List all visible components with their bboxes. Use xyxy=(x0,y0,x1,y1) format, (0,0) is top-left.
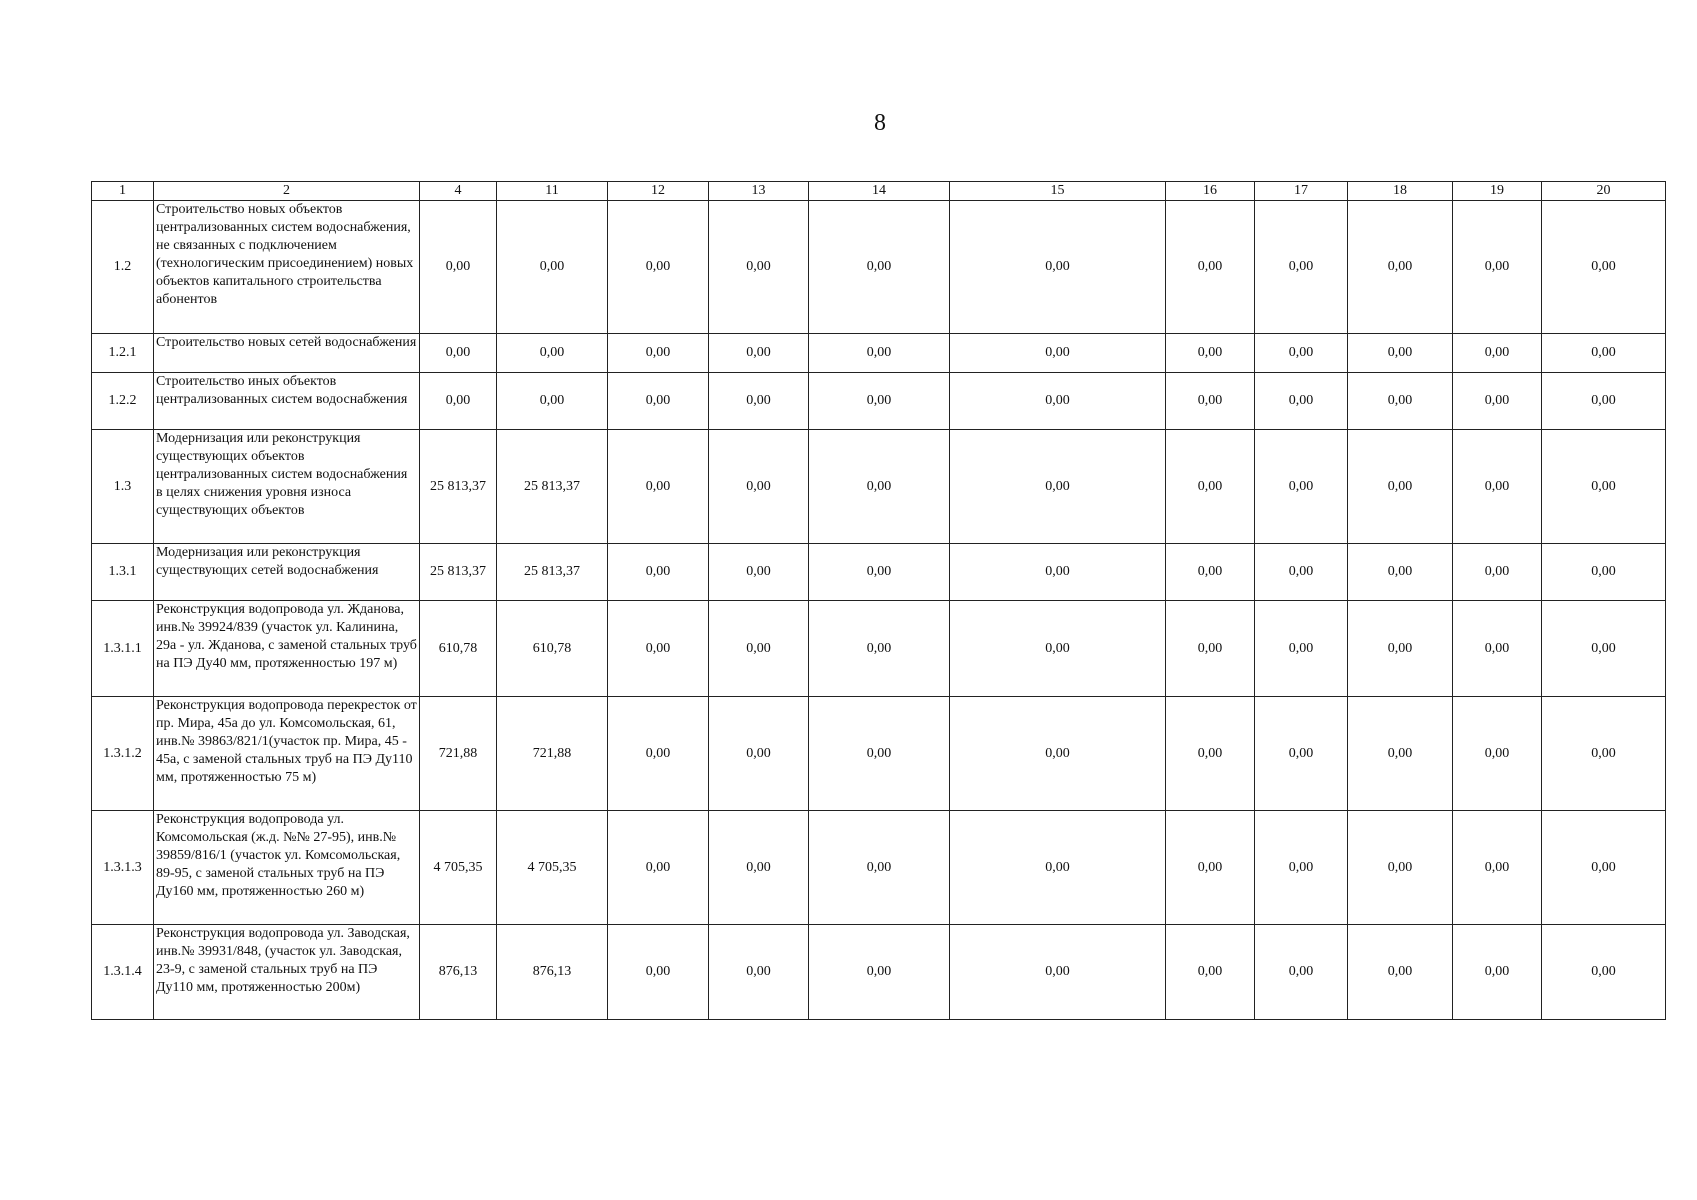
row-number: 1.2.1 xyxy=(92,334,154,373)
value-cell: 0,00 xyxy=(709,334,809,373)
value-cell: 0,00 xyxy=(1453,334,1542,373)
value-cell: 0,00 xyxy=(1166,601,1255,697)
value-cell: 0,00 xyxy=(709,925,809,1020)
value-cell: 0,00 xyxy=(1453,373,1542,430)
row-description: Строительство новых сетей водоснабжения xyxy=(154,334,420,373)
value-cell: 0,00 xyxy=(709,697,809,811)
value-cell: 0,00 xyxy=(950,373,1166,430)
row-number: 1.3.1.2 xyxy=(92,697,154,811)
row-number: 1.2.2 xyxy=(92,373,154,430)
value-cell: 0,00 xyxy=(1348,334,1453,373)
value-cell: 0,00 xyxy=(709,201,809,334)
value-cell: 0,00 xyxy=(1348,811,1453,925)
value-cell: 0,00 xyxy=(608,811,709,925)
value-cell: 0,00 xyxy=(1453,601,1542,697)
row-number: 1.3.1.3 xyxy=(92,811,154,925)
value-cell: 0,00 xyxy=(608,373,709,430)
value-cell: 0,00 xyxy=(950,544,1166,601)
row-description: Реконструкция водопровода ул. Комсомольская (ж.д. №№ 27-95), инв.№ 39859/816/1 (участок ул. Комсомольская, 89-95, с заменой стальных труб на ПЭ Ду160 мм, протяженностью 260 м) xyxy=(154,811,420,925)
value-cell: 0,00 xyxy=(608,697,709,811)
value-cell: 0,00 xyxy=(420,201,497,334)
value-cell: 0,00 xyxy=(1542,925,1666,1020)
value-cell: 0,00 xyxy=(608,601,709,697)
value-cell: 0,00 xyxy=(809,697,950,811)
value-cell: 0,00 xyxy=(1542,811,1666,925)
value-cell: 0,00 xyxy=(1255,201,1348,334)
value-cell: 0,00 xyxy=(950,201,1166,334)
value-cell: 0,00 xyxy=(809,430,950,544)
value-cell: 0,00 xyxy=(1255,697,1348,811)
value-cell: 0,00 xyxy=(1453,811,1542,925)
value-cell: 0,00 xyxy=(950,601,1166,697)
value-cell: 0,00 xyxy=(709,373,809,430)
column-header: 2 xyxy=(154,182,420,201)
value-cell: 0,00 xyxy=(1255,334,1348,373)
value-cell: 0,00 xyxy=(1453,925,1542,1020)
value-cell: 876,13 xyxy=(420,925,497,1020)
value-cell: 0,00 xyxy=(809,201,950,334)
value-cell: 0,00 xyxy=(1453,697,1542,811)
value-cell: 0,00 xyxy=(809,544,950,601)
value-cell: 0,00 xyxy=(709,544,809,601)
value-cell: 0,00 xyxy=(1453,201,1542,334)
value-cell: 25 813,37 xyxy=(420,544,497,601)
table-row xyxy=(92,373,1666,430)
value-cell: 25 813,37 xyxy=(497,544,608,601)
row-description: Строительство иных объектов централизованных систем водоснабжения xyxy=(154,373,420,430)
value-cell: 4 705,35 xyxy=(420,811,497,925)
value-cell: 0,00 xyxy=(709,430,809,544)
value-cell: 0,00 xyxy=(1348,201,1453,334)
value-cell: 0,00 xyxy=(608,925,709,1020)
value-cell: 0,00 xyxy=(1166,334,1255,373)
table-row xyxy=(92,925,1666,1020)
value-cell: 0,00 xyxy=(1255,430,1348,544)
value-cell: 0,00 xyxy=(1255,811,1348,925)
value-cell: 0,00 xyxy=(1453,430,1542,544)
table-row xyxy=(92,601,1666,697)
value-cell: 0,00 xyxy=(1348,544,1453,601)
table-row xyxy=(92,544,1666,601)
row-number: 1.2 xyxy=(92,201,154,334)
value-cell: 0,00 xyxy=(608,544,709,601)
page-number: 8 xyxy=(874,110,886,136)
value-cell: 0,00 xyxy=(1542,601,1666,697)
value-cell: 0,00 xyxy=(1542,201,1666,334)
row-description: Реконструкция водопровода ул. Жданова, инв.№ 39924/839 (участок ул. Калинина, 29а - ул. Жданова, с заменой стальных труб на ПЭ Ду40 мм, протяженностью 197 м) xyxy=(154,601,420,697)
value-cell: 0,00 xyxy=(950,430,1166,544)
row-number: 1.3.1.1 xyxy=(92,601,154,697)
value-cell: 0,00 xyxy=(1348,430,1453,544)
table-row xyxy=(92,201,1666,334)
value-cell: 721,88 xyxy=(497,697,608,811)
row-description: Модернизация или реконструкция существующих объектов централизованных систем водоснабжения в целях снижения уровня износа существующих объектов xyxy=(154,430,420,544)
value-cell: 0,00 xyxy=(1348,373,1453,430)
value-cell: 0,00 xyxy=(809,601,950,697)
value-cell: 0,00 xyxy=(809,925,950,1020)
table-row xyxy=(92,430,1666,544)
row-description: Модернизация или реконструкция существующих сетей водоснабжения xyxy=(154,544,420,601)
value-cell: 0,00 xyxy=(1166,697,1255,811)
value-cell: 0,00 xyxy=(497,201,608,334)
value-cell: 25 813,37 xyxy=(497,430,608,544)
column-header: 14 xyxy=(809,182,950,201)
value-cell: 0,00 xyxy=(1166,430,1255,544)
value-cell: 0,00 xyxy=(950,697,1166,811)
value-cell: 0,00 xyxy=(1166,811,1255,925)
value-cell: 0,00 xyxy=(950,811,1166,925)
column-header: 11 xyxy=(497,182,608,201)
value-cell: 0,00 xyxy=(950,334,1166,373)
column-header: 17 xyxy=(1255,182,1348,201)
column-header: 13 xyxy=(709,182,809,201)
column-header: 19 xyxy=(1453,182,1542,201)
value-cell: 25 813,37 xyxy=(420,430,497,544)
value-cell: 0,00 xyxy=(809,334,950,373)
column-header: 4 xyxy=(420,182,497,201)
value-cell: 0,00 xyxy=(1542,373,1666,430)
value-cell: 0,00 xyxy=(1542,544,1666,601)
column-header: 18 xyxy=(1348,182,1453,201)
value-cell: 4 705,35 xyxy=(497,811,608,925)
column-header: 1 xyxy=(92,182,154,201)
row-number: 1.3.1 xyxy=(92,544,154,601)
column-header: 16 xyxy=(1166,182,1255,201)
header-row xyxy=(92,182,1666,201)
row-number: 1.3 xyxy=(92,430,154,544)
value-cell: 0,00 xyxy=(1166,373,1255,430)
column-header: 15 xyxy=(950,182,1166,201)
value-cell: 0,00 xyxy=(1166,544,1255,601)
value-cell: 0,00 xyxy=(709,601,809,697)
value-cell: 0,00 xyxy=(1348,925,1453,1020)
value-cell: 0,00 xyxy=(608,201,709,334)
value-cell: 0,00 xyxy=(608,334,709,373)
row-description: Реконструкция водопровода перекресток от пр. Мира, 45а до ул. Комсомольская, 61, инв.№ 39863/821/1(участок пр. Мира, 45 - 45а, с заменой стальных труб на ПЭ Ду110 мм, протяженностью 75 м) xyxy=(154,697,420,811)
row-description: Строительство новых объектов централизованных систем водоснабжения, не связанных с подключением (технологическим присоединением) новых объектов капитального строительства абонентов xyxy=(154,201,420,334)
value-cell: 0,00 xyxy=(420,373,497,430)
investment-table xyxy=(91,181,1666,1020)
value-cell: 0,00 xyxy=(497,334,608,373)
value-cell: 0,00 xyxy=(1542,697,1666,811)
value-cell: 0,00 xyxy=(497,373,608,430)
value-cell: 0,00 xyxy=(1166,925,1255,1020)
value-cell: 610,78 xyxy=(420,601,497,697)
table-row xyxy=(92,811,1666,925)
value-cell: 0,00 xyxy=(950,925,1166,1020)
value-cell: 0,00 xyxy=(1453,544,1542,601)
value-cell: 0,00 xyxy=(1255,601,1348,697)
value-cell: 0,00 xyxy=(1542,334,1666,373)
table-row xyxy=(92,697,1666,811)
value-cell: 0,00 xyxy=(608,430,709,544)
value-cell: 610,78 xyxy=(497,601,608,697)
value-cell: 0,00 xyxy=(1348,697,1453,811)
value-cell: 0,00 xyxy=(1542,430,1666,544)
value-cell: 721,88 xyxy=(420,697,497,811)
value-cell: 0,00 xyxy=(1348,601,1453,697)
value-cell: 876,13 xyxy=(497,925,608,1020)
value-cell: 0,00 xyxy=(1255,925,1348,1020)
value-cell: 0,00 xyxy=(809,373,950,430)
column-header: 20 xyxy=(1542,182,1666,201)
value-cell: 0,00 xyxy=(709,811,809,925)
value-cell: 0,00 xyxy=(1166,201,1255,334)
row-description: Реконструкция водопровода ул. Заводская, инв.№ 39931/848, (участок ул. Заводская, 23-9, с заменой стальных труб на ПЭ Ду110 мм, протяженностью 200м) xyxy=(154,925,420,1020)
value-cell: 0,00 xyxy=(1255,373,1348,430)
row-number: 1.3.1.4 xyxy=(92,925,154,1020)
value-cell: 0,00 xyxy=(809,811,950,925)
value-cell: 0,00 xyxy=(420,334,497,373)
table-row xyxy=(92,334,1666,373)
value-cell: 0,00 xyxy=(1255,544,1348,601)
column-header: 12 xyxy=(608,182,709,201)
